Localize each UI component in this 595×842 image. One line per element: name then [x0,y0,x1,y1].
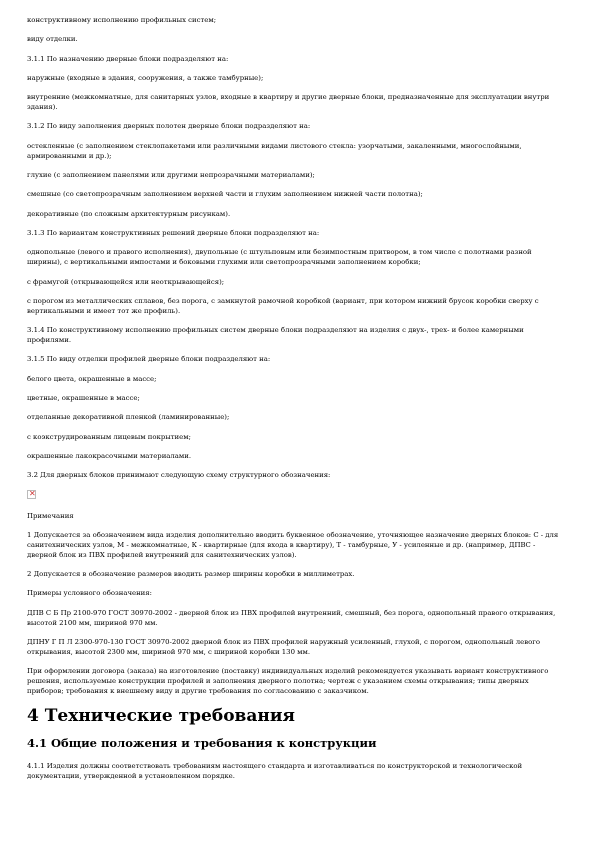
paragraph: Примеры условного обозначения: [27,589,152,598]
subsection-heading: 4.1 Общие положения и требования к конструкции [27,735,377,750]
paragraph: смешные (со светопрозрачным заполнением верхней части и глухим заполнением нижней части полотна); [27,190,423,199]
paragraph: глухие (с заполнением панелями или другими непрозрачными материалами); [27,171,315,180]
paragraph: 3.2 Для дверных блоков принимают следующую схему структурного обозначения: [27,471,331,480]
paragraph: ДПНУ Г П Л 2300-970-130 ГОСТ 30970-2002 дверной блок из ПВХ профилей наружный усиленный, глухой, с порогом, однопольный левого открывания, высотой 2300 мм, шириной 970 мм, с шириной коробки 130 мм. [27,638,540,657]
document-body-end [27,761,561,781]
paragraph: 3.1.2 По виду заполнения дверных полотен дверные блоки подразделяют на: [27,122,311,131]
paragraph: декоративные (по сложным архитектурным рисункам). [27,209,231,218]
paragraph: 3.1.3 По вариантам конструктивных решений дверные блоки подразделяют на: [27,228,320,237]
paragraph: При оформлении договора (заказа) на изготовление (поставку) индивидуальных изделий рекомендуется указывать вариант конструктивного решения, используемые конструкции профилей и заполнения дверного полотна; чертеж с указанием схемы открывания; типы дверных приборов; требования к внешнему виду и другие требования по согласованию с заказчиком. [27,667,549,696]
paragraph: ДПВ С Б Пр 2100-970 ГОСТ 30970-2002 - дверной блок из ПВХ профилей внутренний, смешный, без порога, однопольный правого открывания, высотой 2100 мм, шириной 970 мм. [27,608,556,627]
paragraph: 4.1.1 Изделия должны соответствовать требованиям настоящего стандарта и изготавливаться по конструкторской и технологической документации, утвержденной в установленном порядке. [27,761,523,780]
paragraph: Примечания [27,511,74,520]
paragraph: цветные, окрашенные в массе; [27,394,140,403]
paragraph: виду отделки. [27,35,78,44]
paragraph: с порогом из металлических сплавов, без порога, с замкнутой рамочной коробкой (вариант, при котором нижний брусок коробки сверху с вертикальными и имеет тот же профиль). [27,296,539,315]
paragraph: белого цвета, окрашенные в массе; [27,374,157,383]
paragraph: 3.1.1 По назначению дверные блоки подразделяют на: [27,54,229,63]
paragraph: наружные (входные в здания, сооружения, а также тамбурные); [27,73,264,82]
paragraph: отделанные декоративной пленкой (ламинированные); [27,413,230,422]
section-heading: 4 Технические требования [27,705,295,726]
paragraph: конструктивному исполнению профильных систем; [27,16,217,24]
document-body-top [27,15,561,480]
document-notes [27,511,561,697]
paragraph: с коэкструдированным лицевым покрытием; [27,432,191,441]
paragraph: 2 Допускается в обозначение размеров вводить размер ширины коробки в миллиметрах. [27,570,355,579]
paragraph: 1 Допускается за обозначением вида изделия дополнительно вводить буквенное обозначение, уточняющее назначение дверных блоков: С - для санитехнических узлов, М - межкомнатные, К - квартирные (для входа в квартиру), Т - тамбурные, У - усиленные и др. (например, ДПВС - дверной блок из ПВХ профилей внутренний для санитехнических узлов). [27,530,559,559]
paragraph: остекленные (с заполнением стеклопакетами или различными видами листового стекла: узорчатыми, закаленными, многослойными, армированными и др.); [27,141,522,160]
paragraph: однопольные (левого и правого исполнения), двупольные (с штульповым или безимпостным притвором, в том числе с полотнами разной ширины), с вертикальными импостами и боковыми глухими или светопрозрачными заполнением коробки; [27,248,532,267]
paragraph: 3.1.4 По конструктивному исполнению профильных систем дверные блоки подразделяют на изделия с двух-, трех- и более камерными профилями. [27,326,524,345]
broken-image-icon: ✕ [29,488,36,498]
paragraph: окрашенные лакокрасочными материалами. [27,451,192,460]
paragraph: с фрамугой (открывающейся или неоткрывающейся); [27,277,225,286]
paragraph: 3.1.5 По виду отделки профилей дверные блоки подразделяют на: [27,355,271,364]
paragraph: внутренние (межкомнатные, для санитарных узлов, входные в квартиру и другие дверные блоки, предназначенные для эксплуатации внутри здания). [27,93,550,112]
